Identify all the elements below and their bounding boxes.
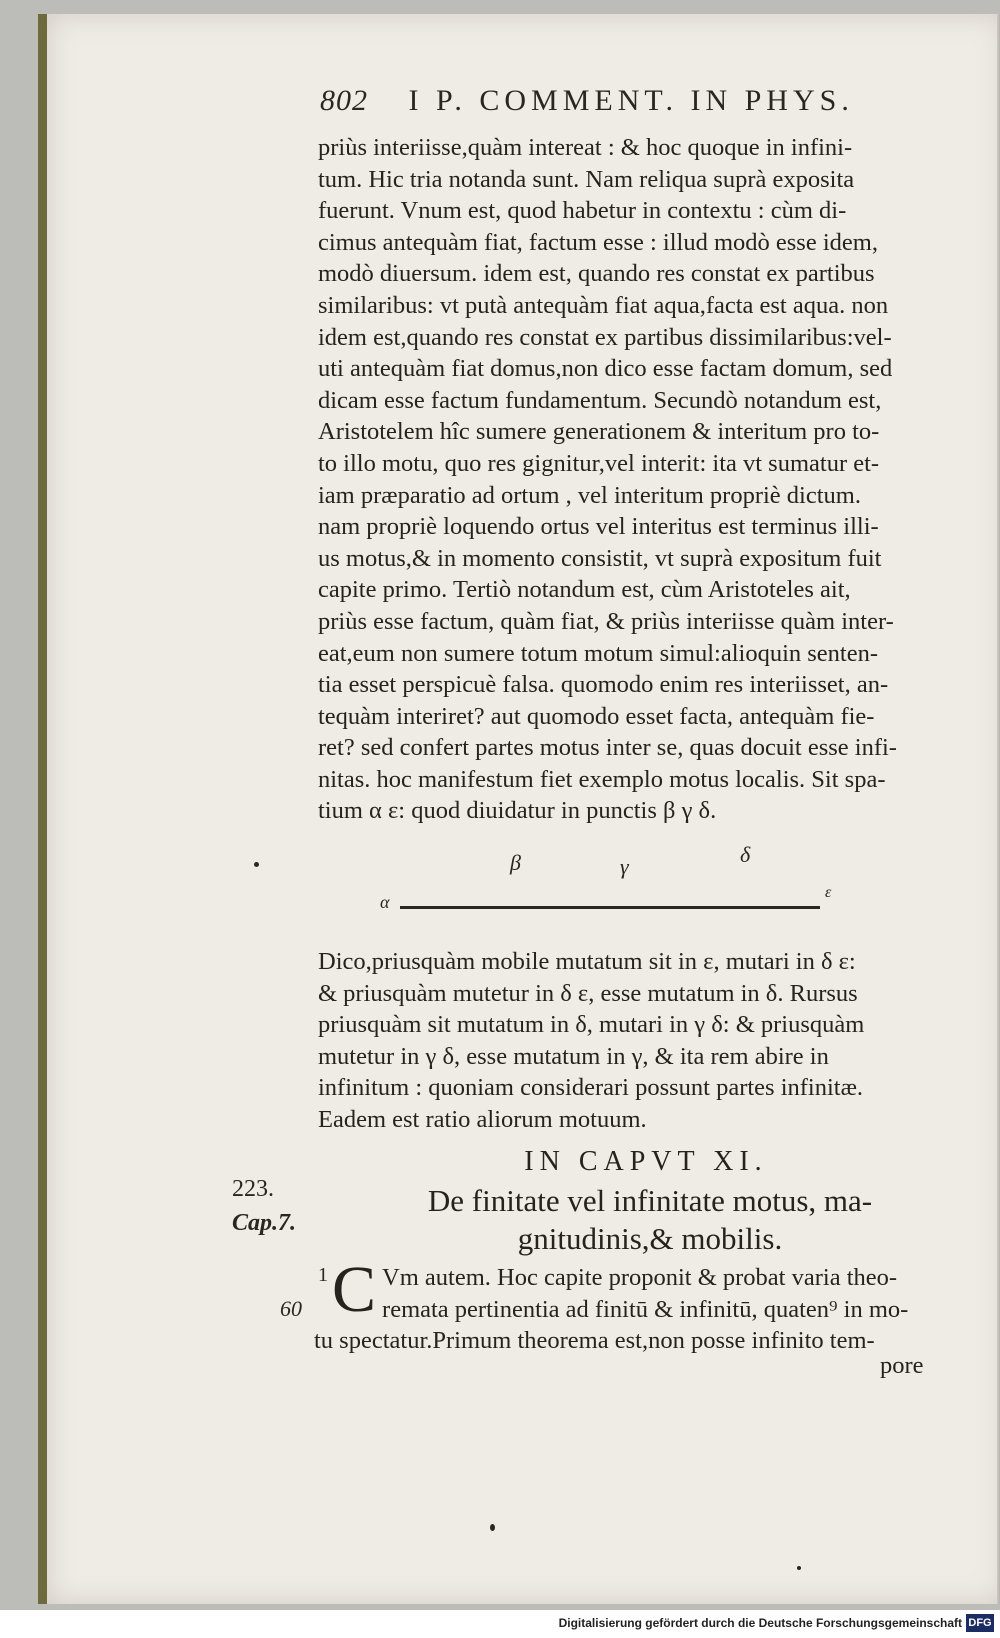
ink-speck — [254, 862, 259, 867]
ink-speck — [797, 1566, 801, 1570]
text-line: Aristotelem hîc sumere generationem & interitum pro to- — [318, 418, 880, 446]
figure-label-epsilon: ε — [825, 884, 832, 901]
text-line: capite primo. Tertiò notandum est, cùm Aristoteles ait, — [318, 576, 851, 604]
footer-bar — [0, 1610, 1000, 1638]
text-line: dicam esse factum fundamentum. Secundò notandum est, — [318, 386, 882, 414]
text-line: tum. Hic tria notanda sunt. Nam reliqua suprà exposita — [318, 165, 855, 193]
text-line: nitas. hoc manifestum fiet exemplo motus localis. Sit spa- — [318, 765, 886, 793]
text-line: iam præparatio ad ortum , vel interitum propriè dictum. — [318, 481, 861, 509]
running-title: I P. COMMENT. IN PHYS. — [408, 84, 854, 117]
ink-speck — [490, 1524, 495, 1531]
body-text-block-3 — [314, 1253, 974, 1357]
text-line: priùs interiisse,quàm intereat : & hoc quoque in infini- — [318, 134, 853, 161]
text-line: tium α ε: quod diuidatur in punctis β γ δ. — [318, 797, 717, 825]
text-line: nam propriè loquendo ortus vel interitus est terminus illi- — [318, 513, 879, 541]
figure-label-beta: β — [510, 850, 521, 875]
text-line: Eadem est ratio aliorum motuum. — [318, 1105, 647, 1133]
margin-cap: Cap.7. — [232, 1210, 297, 1236]
chapter-heading: IN CAPVT XI. — [524, 1146, 768, 1177]
page-number: 802 — [320, 84, 368, 117]
figure-line — [400, 906, 820, 909]
text-line: ret? sed confert partes motus inter se, quas docuit esse infi- — [318, 734, 897, 762]
text-line: mutetur in γ δ, esse mutatum in γ, & ita rem abire in — [318, 1042, 829, 1070]
figure-label-gamma: γ — [620, 854, 629, 879]
text-line: priusquàm sit mutatum in δ, mutari in γ δ: & priusquàm — [318, 1011, 865, 1039]
body-text-block-1 — [318, 132, 974, 827]
text-line: idem est,quando res constat ex partibus dissimilaribus:vel- — [318, 323, 892, 351]
line-segment-figure — [380, 842, 880, 920]
dfg-logo: DFG — [966, 1614, 994, 1632]
text-line: fuerunt. Vnum est, quod habetur in contextu : cùm di- — [318, 197, 847, 225]
text-line: remata pertinentia ad finitū & infinitū, quaten⁹ in mo- — [382, 1295, 909, 1323]
margin-line-number-60: 60 — [280, 1296, 302, 1321]
text-line: tia esset perspicuè falsa. quomodo enim res interiisset, an- — [318, 671, 889, 699]
body-text-block-2 — [318, 946, 974, 1136]
text-line: to illo motu, quo res gignitur,vel interit: ita vt sumatur et- — [318, 449, 880, 477]
text-line: similaribus: vt putà antequàm fiat aqua,facta est aqua. non — [318, 291, 889, 319]
catchword: pore — [880, 1352, 924, 1379]
text-line: Vm autem. Hoc capite proponit & probat varia theo- — [382, 1264, 898, 1291]
text-line: cimus antequàm fiat, factum esse : illud modò esse idem, — [318, 228, 878, 256]
text-line: uti antequàm fiat domus,non dico esse factam domum, sed — [318, 355, 893, 383]
text-line: Dico,priusquàm mobile mutatum sit in ε, mutari in δ ε: — [318, 948, 856, 975]
text-line: modò diuersum. idem est, quando res constat ex partibus — [318, 260, 875, 288]
chapter-title-line: gnitudinis,& mobilis. — [517, 1221, 783, 1256]
chapter-title — [390, 1182, 910, 1258]
text-line: priùs esse factum, quàm fiat, & priùs interiisse quàm inter- — [318, 607, 894, 635]
drop-cap: C — [332, 1253, 377, 1326]
text-line: eat,eum non sumere totum motum simul:alioquin senten- — [318, 639, 879, 667]
text-line: tu spectatur.Primum theorema est,non posse infinito tem- — [314, 1327, 875, 1355]
text-line: & priusquàm mutetur in δ ε, esse mutatum in δ. Rursus — [318, 979, 858, 1007]
text-line: infinitum : quoniam considerari possunt partes infinitæ. — [318, 1074, 864, 1102]
margin-number: 223. — [232, 1176, 274, 1202]
running-head — [320, 84, 920, 124]
text-line: us motus,& in momento consistit, vt suprà expositum fuit — [318, 544, 882, 572]
chapter-title-line: De finitate vel infinitate motus, ma- — [427, 1183, 873, 1218]
footer-credit: Digitalisierung gefördert durch die Deutsche Forschungsgemeinschaft — [558, 1616, 962, 1630]
text-line: tequàm interiret? aut quomodo esset facta, antequàm fie- — [318, 702, 875, 730]
figure-label-delta: δ — [740, 842, 751, 867]
margin-line-number-1: 1 — [318, 1264, 328, 1286]
figure-label-alpha: α — [380, 892, 390, 912]
